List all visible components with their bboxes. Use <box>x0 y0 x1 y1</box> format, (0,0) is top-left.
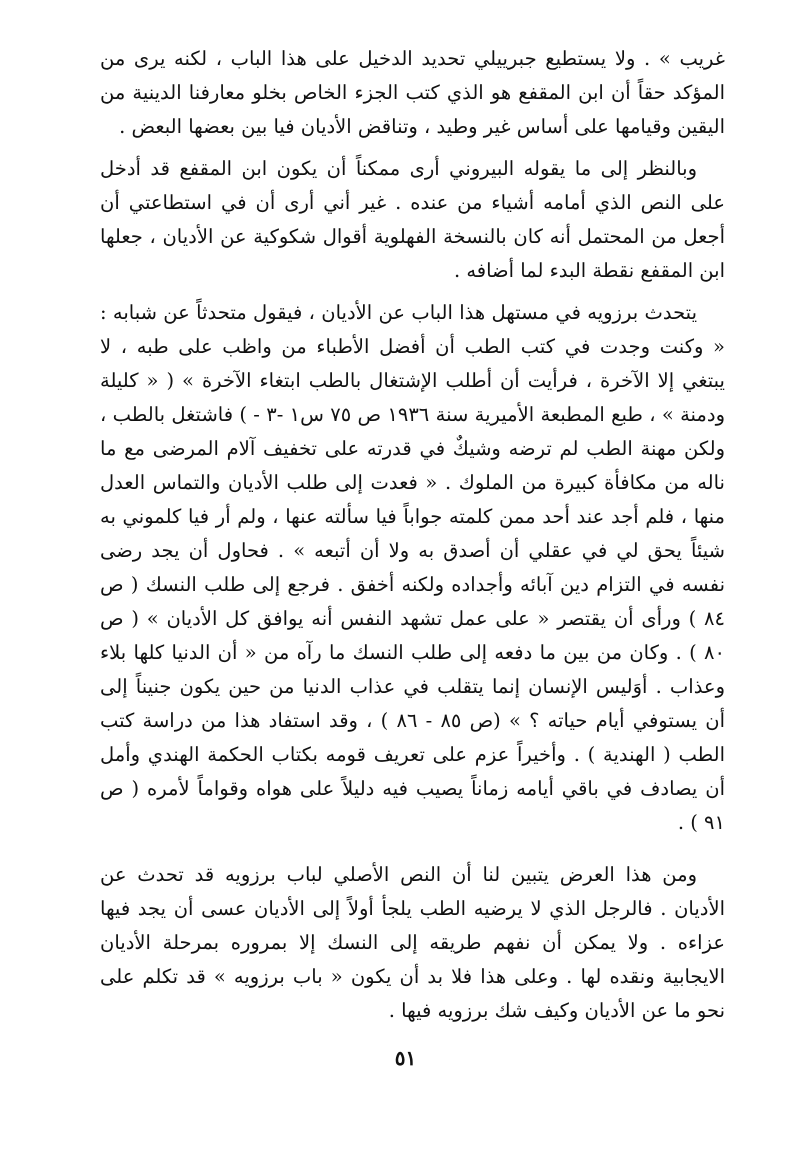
paragraph-3: يتحدث برزويه في مستهل هذا الباب عن الأديان ، فيقول متحدثاً عن شبابه : « وكنت وجدت في كتب الطب أن أفضل الأطباء من واظب على طبه ، لا يبتغي إلا الآخرة ، فرأيت أن أطلب الإشتغال بالطب ابتغاء الآخرة » ( « كليلة ودمنة » ، طبع المطبعة الأميرية سنة ١٩٣٦ ص ٧٥ س١ -٣ - ) فاشتغل بالطب ، ولكن مهنة الطب لم ترضه وشيكٌ في قدرته على تخفيف آلام المرضى مع ما ناله من مكافأة كبيرة من الملوك . « فعدت إلى طلب الأديان والتماس العدل منها ، فلم أجد عند أحد ممن كلمته جواباً فيا سألته عنها ، ولم أر فيا كلموني به شيئاً يحق لي في عقلي أن أصدق به ولا أن أتبعه » . فحاول أن يجد رضى نفسه في التزام دين آبائه وأجداده ولكنه أخفق . فرجع إلى طلب النسك ( ص ٨٤ ) ورأى أن يقتصر « على عمل تشهد النفس أنه يوافق كل الأديان » ( ص ٨٠ ) . وكان من بين ما دفعه إلى طلب النسك ما رآه من « أن الدنيا كلها بلاء وعذاب . أوَليس الإنسان إنما يتقلب في عذاب الدنيا من حين يكون جنيناً إلى أن يستوفي أيام حياته ؟ » (ص ٨٥ - ٨٦ ) ، وقد استفاد هذا من دراسة كتب الطب ( الهندية ) . وأخيراً عزم على تعريف قومه بكتاب الحكمة الهندي وأمل أن يصادف في باقي أيامه زماناً يصيب فيه دليلاً على هواه وقواماً لأمره ( ص ٩١ ) . <box>100 301 725 834</box>
paragraph-2: وبالنظر إلى ما يقوله البيروني أرى ممكناً أن يكون ابن المقفع قد أدخل على النص الذي أمامه أشياء من عنده . غير أني أرى أن في استطاعتي أن أجعل من المحتمل أنه كان بالنسخة الفهلوية أقوال شكوكية عن الأديان ، جعلها ابن المقفع نقطة البدء لما أضافه . <box>100 157 725 282</box>
paragraph-1: غريب » . ولا يستطيع جبرييلي تحديد الدخيل على هذا الباب ، لكنه يرى من المؤكد حقاً أن ابن المقفع هو الذي كتب الجزء الخاص بخلو معارفنا الدينية من اليقين وقيامها على أساس غير وطيد ، وتناقض الأديان فيا بين بعضها البعض . <box>100 47 725 138</box>
paragraph-4: ومن هذا العرض يتبين لنا أن النص الأصلي لباب برزويه قد تحدث عن الأديان . فالرجل الذي لا يرضيه الطب يلجأ أولاً إلى الأديان عسى أن يجد فيها عزاءه . ولا يمكن أن نفهم طريقه إلى النسك إلا بمروره بمرحلة الأديان الايجابية ونقده لها . وعلى هذا فلا بد أن يكون « باب برزويه » قد تكلم على نحو ما عن الأديان وكيف شك برزويه فيها . <box>100 863 725 1022</box>
page-number: ٥١ <box>394 1046 417 1070</box>
